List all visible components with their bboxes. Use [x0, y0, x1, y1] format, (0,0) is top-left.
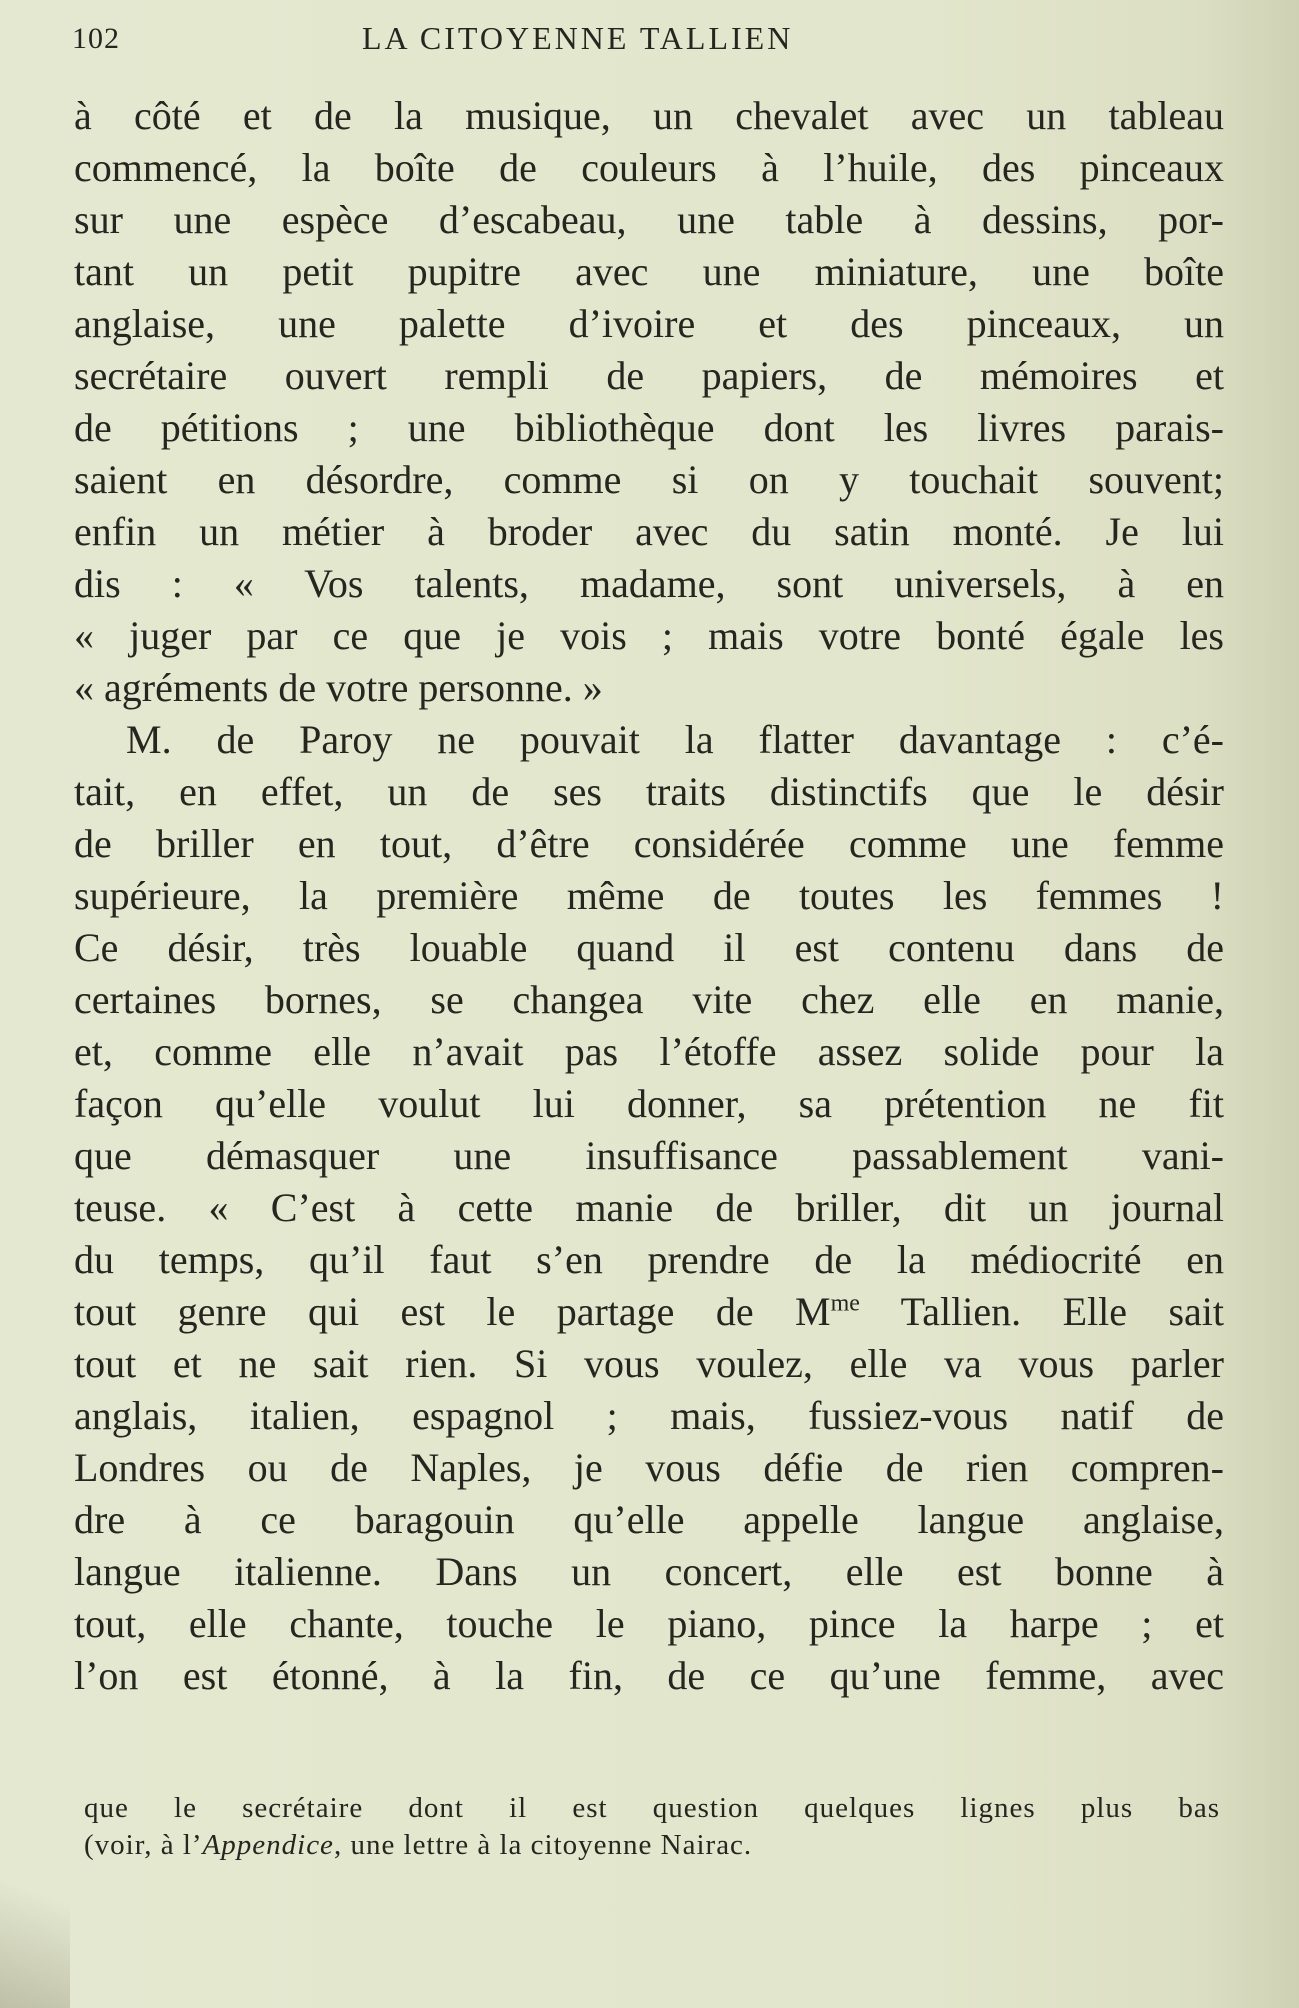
- footnote-line: que le secrétaire dont il est question quelques lignes plus bas: [84, 1792, 1220, 1824]
- text-line: l’on est étonné, à la fin, de ce qu’une femme, avec: [74, 1653, 1224, 1698]
- text-line: Londres ou de Naples, je vous défie de rien compren-: [74, 1445, 1224, 1490]
- text-line: et, comme elle n’avait pas l’étoffe assez solide pour la: [74, 1029, 1224, 1074]
- text-fragment: , une lettre à la citoyenne Nairac.: [333, 1829, 753, 1861]
- text-line: M. de Paroy ne pouvait la flatter davantage : c’é-: [126, 717, 1224, 762]
- text-line: anglais, italien, espagnol ; mais, fussiez-vous natif de: [74, 1393, 1224, 1438]
- text-line: tout, elle chante, touche le piano, pince la harpe ; et: [74, 1601, 1224, 1646]
- superscript: me: [830, 1290, 860, 1317]
- text-line: « agréments de votre personne. »: [74, 665, 603, 710]
- text-line: que démasquer une insuffisance passablement vani-: [74, 1133, 1224, 1178]
- text-line: enfin un métier à broder avec du satin monté. Je lui: [74, 509, 1224, 554]
- text-line: commencé, la boîte de couleurs à l’huile, des pinceaux: [74, 145, 1224, 190]
- page-number: 102: [72, 22, 120, 55]
- text-line: dis : « Vos talents, madame, sont universels, à en: [74, 561, 1224, 606]
- text-fragment: tout genre qui est le partage de M: [74, 1289, 831, 1334]
- running-head: [72, 14, 1232, 64]
- text-line: teuse. « C’est à cette manie de briller, dit un journal: [74, 1185, 1224, 1230]
- text-line-with-superscript: [74, 1286, 1224, 1338]
- body-text: [74, 90, 1224, 1702]
- text-line: tout et ne sait rien. Si vous voulez, elle va vous parler: [74, 1341, 1224, 1386]
- text-line: de pétitions ; une bibliothèque dont les livres parais-: [74, 405, 1224, 450]
- footnote: [84, 1790, 1220, 1864]
- text-line: façon qu’elle voulut lui donner, sa prétention ne fit: [74, 1081, 1224, 1126]
- text-fragment: Tallien. Elle sait: [859, 1289, 1224, 1334]
- text-line: secrétaire ouvert rempli de papiers, de mémoires et: [74, 353, 1224, 398]
- text-line: langue italienne. Dans un concert, elle est bonne à: [74, 1549, 1224, 1594]
- text-line: sur une espèce d’escabeau, une table à dessins, por-: [74, 197, 1224, 242]
- text-line: tait, en effet, un de ses traits distinctifs que le désir: [74, 769, 1224, 814]
- text-line: anglaise, une palette d’ivoire et des pinceaux, un: [74, 301, 1224, 346]
- text-line: de briller en tout, d’être considérée comme une femme: [74, 821, 1224, 866]
- text-line: « juger par ce que je vois ; mais votre bonté égale les: [74, 613, 1224, 658]
- text-line: certaines bornes, se changea vite chez elle en manie,: [74, 977, 1224, 1022]
- running-title: LA CITOYENNE TALLIEN: [362, 20, 794, 56]
- text-line: tant un petit pupitre avec une miniature, une boîte: [74, 249, 1224, 294]
- italic-fragment: Appendice: [202, 1829, 334, 1861]
- footnote-line: [84, 1827, 1220, 1864]
- text-line: du temps, qu’il faut s’en prendre de la médiocrité en: [74, 1237, 1224, 1282]
- text-line: à côté et de la musique, un chevalet avec un tableau: [74, 93, 1224, 138]
- page-edge-shadow: [0, 1848, 70, 2008]
- text-fragment: (voir, à l’: [84, 1829, 203, 1861]
- text-line: Ce désir, très louable quand il est contenu dans de: [74, 925, 1224, 970]
- text-line: dre à ce baragouin qu’elle appelle langue anglaise,: [74, 1497, 1224, 1542]
- text-line: supérieure, la première même de toutes les femmes !: [74, 873, 1224, 918]
- text-line: saient en désordre, comme si on y touchait souvent;: [74, 457, 1224, 502]
